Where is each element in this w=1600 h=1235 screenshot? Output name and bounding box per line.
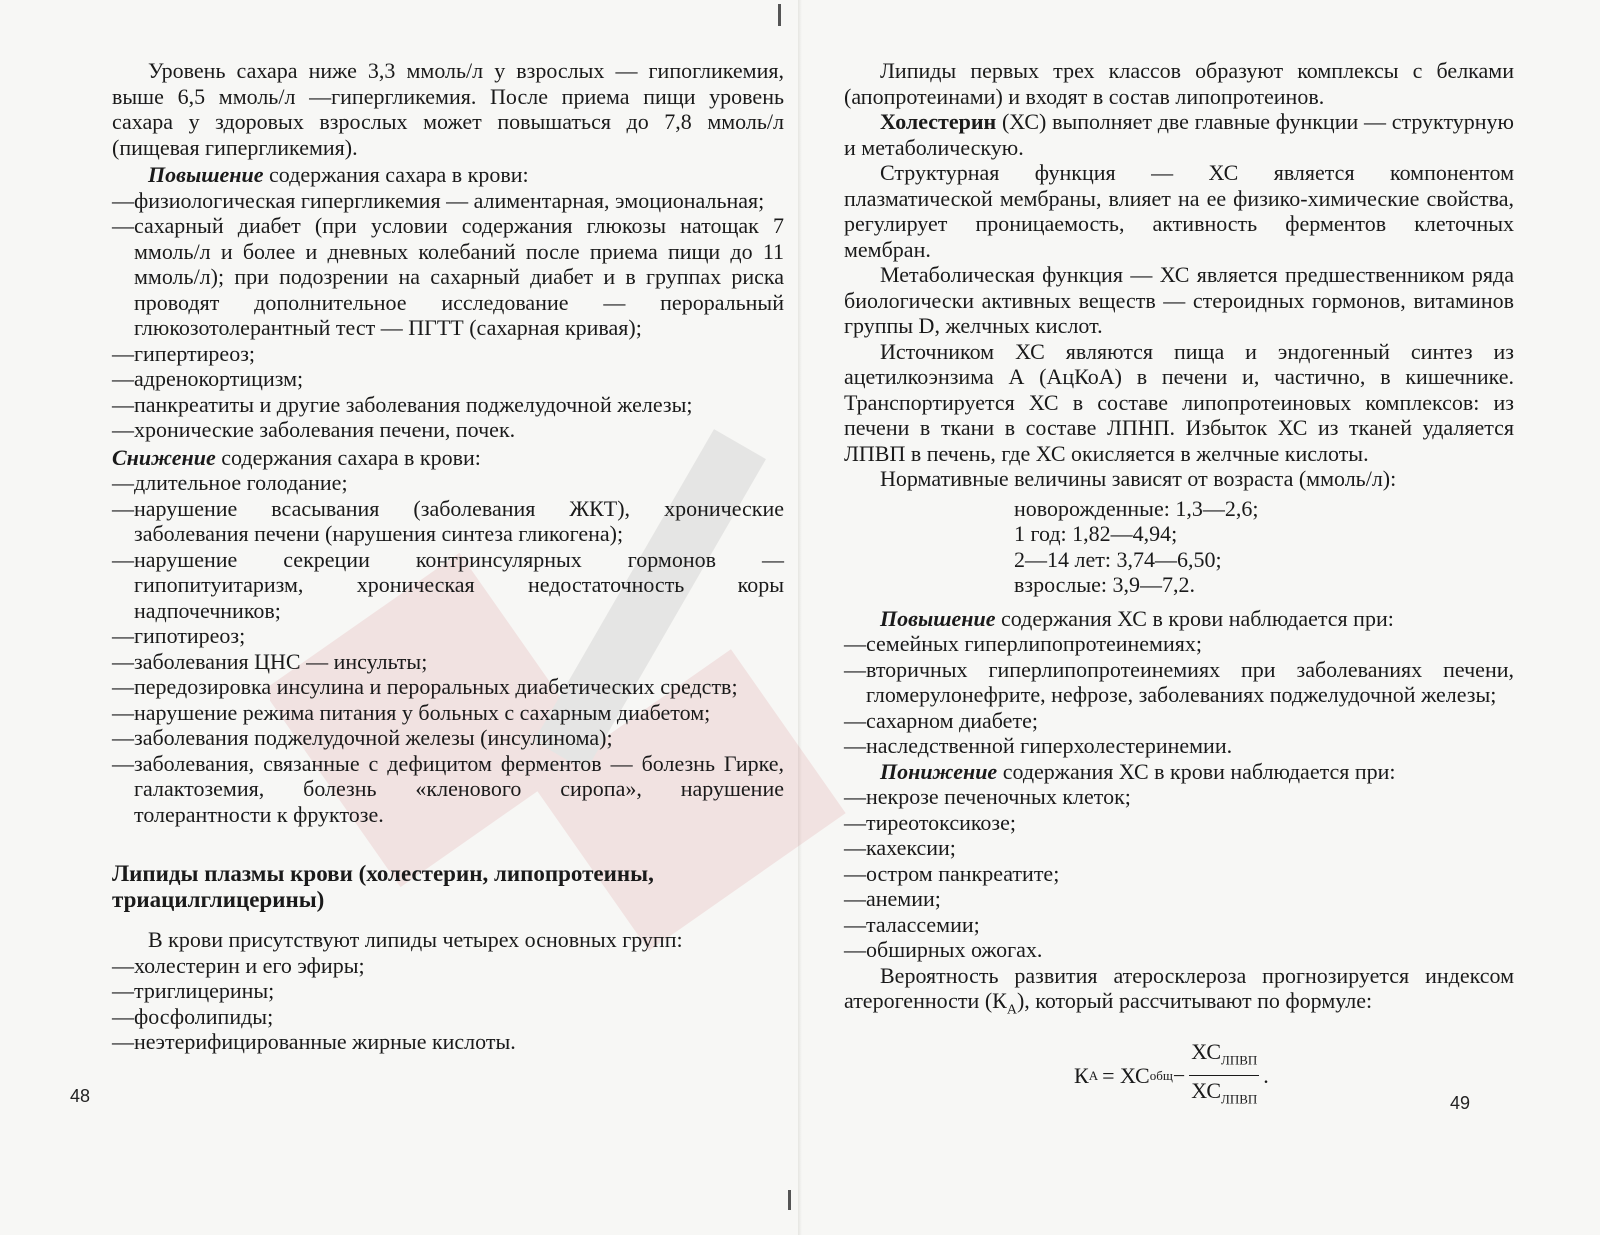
denominator-text: ХС xyxy=(1191,1077,1221,1103)
glucose-levels-paragraph: Уровень сахара ниже 3,3 ммоль/л у взрослых — гипогликемия, выше 6,5 ммоль/л —гипергликемия. После приема пищи уровень сахара у здоровых взрослых может повышаться до 7,8 ммоль/л (пищевая гипергликемия). xyxy=(112,58,784,160)
atherogenic-text-end: ), который рассчитывают по формуле: xyxy=(1016,988,1373,1013)
lipids-intro: В крови присутствуют липиды четырех основных групп: xyxy=(148,927,683,952)
metabolic-function-paragraph: Метаболическая функция — ХС является предшественником ряда биологически активных веществ — стероидных гормонов, витаминов группы D, желчных кислот. xyxy=(844,262,1514,338)
list-item: — гипертиреоз; xyxy=(112,341,784,367)
norms-intro: Нормативные величины зависят от возраста (ммоль/л): xyxy=(880,466,1397,491)
list-item: — хронические заболевания печени, почек. xyxy=(112,417,784,443)
list-item: — нарушение режима питания у больных с сахарным диабетом; xyxy=(112,700,784,726)
increase-label-rest: содержания ХС в крови наблюдается при: xyxy=(995,605,1394,631)
formula-fraction xyxy=(1189,1039,1259,1112)
list-item: — передозировка инсулина и пероральных диабетических средств; xyxy=(112,674,784,700)
formula-minus: − xyxy=(1172,1062,1186,1088)
section-heading-lipids: Липиды плазмы крови (холестерин, липопротеины, триацилглицерины) xyxy=(112,861,654,912)
lipid-groups-list xyxy=(112,953,784,1055)
decrease-label: Понижение xyxy=(880,758,998,784)
numerator-text: ХС xyxy=(1191,1038,1221,1064)
glucose-decrease-list xyxy=(112,470,784,827)
glucose-increase-list xyxy=(112,188,784,443)
list-item: — наследственной гиперхолестеринемии. xyxy=(844,733,1514,759)
formula-denominator xyxy=(1189,1076,1259,1112)
list-item: — нарушение всасывания (заболевания ЖКТ), хронические заболевания печени (нарушения синтеза гликогена); xyxy=(112,496,784,547)
list-item: — панкреатиты и другие заболевания поджелудочной железы; xyxy=(112,392,784,418)
list-item: — тиреотоксикозе; xyxy=(844,810,1514,836)
increase-label-rest: содержания сахара в крови: xyxy=(263,162,529,187)
numerator-sub: ЛПВП xyxy=(1221,1052,1258,1068)
atherogenic-text: Вероятность развития атеросклероза прогнозируется индексом атерогенности (К xyxy=(844,962,1514,1013)
norm-item: взрослые: 3,9—7,2. xyxy=(1014,572,1196,597)
list-item: — обширных ожогах. xyxy=(844,937,1514,963)
list-item: — заболевания ЦНС — инсульты; xyxy=(112,649,784,675)
formula-total-sub: общ xyxy=(1149,1067,1173,1083)
list-item: — адренокортицизм; xyxy=(112,366,784,392)
atherogenic-sub: А xyxy=(1006,1002,1017,1018)
list-item: — нарушение секреции контринсулярных гормонов — гипопитуитаризм, хроническая недостаточность коры надпочечников; xyxy=(112,547,784,624)
lipoprotein-paragraph: Липиды первых трех классов образуют комплексы с белками (апопротеинами) и входят в состав липопротеинов. xyxy=(844,58,1514,109)
cholesterol-source-paragraph: Источником ХС являются пища и эндогенный синтез из ацетилкоэнзима А (АцКоА) в печени и, частично, в кишечнике. Транспортируется ХС в составе липопротеиновых комплексов: из печени в ткани в составе ЛПНП. Избыток ХС из тканей удаляется ЛПВП в печень, где ХС окисляется в желчные кислоты. xyxy=(844,338,1514,466)
list-item: — кахексии; xyxy=(844,835,1514,861)
page-number: 48 xyxy=(70,1086,91,1106)
page-number: 49 xyxy=(1450,1093,1471,1113)
formula-numerator xyxy=(1189,1039,1259,1076)
glucose-decrease-heading xyxy=(112,445,784,471)
formula-lhs: К xyxy=(1074,1062,1089,1088)
list-item: — сахарный диабет (при условии содержания глюкозы натощак 7 ммоль/л и более и дневных колебаний после приема пищи до 11 ммоль/л); при подозрении на сахарный диабет и в группах риска проводят дополнительное исследование — пероральный глюкозотолерантный тест — ПГТТ (сахарная кривая); xyxy=(112,213,784,341)
increase-label: Повышение xyxy=(880,605,996,631)
cholesterol-decrease-heading xyxy=(844,759,1514,785)
list-item: — фосфолипиды; xyxy=(112,1004,784,1030)
list-item: — остром панкреатите; xyxy=(844,861,1514,887)
list-item: — сахарном диабете; xyxy=(844,708,1514,734)
cholesterol-decrease-list xyxy=(844,784,1514,963)
norm-item: новорожденные: 1,3—2,6; xyxy=(1014,495,1259,521)
cholesterol-increase-list xyxy=(844,631,1514,759)
cholesterol-norms-list xyxy=(1014,496,1514,598)
norm-item: 1 год: 1,82—4,94; xyxy=(1014,521,1178,546)
list-item: — триглицерины; xyxy=(112,978,784,1004)
list-item: — заболевания поджелудочной железы (инсулинома); xyxy=(112,725,784,751)
left-column xyxy=(112,58,784,1055)
increase-label: Повышение xyxy=(148,162,264,187)
list-item: — анемии; xyxy=(844,886,1514,912)
decrease-label-rest: содержания сахара в крови: xyxy=(215,444,481,470)
list-item: — холестерин и его эфиры; xyxy=(112,953,784,979)
glucose-increase-heading xyxy=(112,162,784,188)
cholesterol-functions-paragraph xyxy=(844,109,1514,160)
atherogenic-index-paragraph xyxy=(844,963,1514,1023)
list-item: — длительное голодание; xyxy=(112,470,784,496)
denominator-sub: ЛПВП xyxy=(1221,1091,1258,1107)
formula-end: . xyxy=(1263,1062,1269,1088)
structural-function-paragraph: Структурная функция — ХС является компонентом плазматической мембраны, влияет на ее физико-химические свойства, регулирует проницаемость, активность ферментов клеточных мембран. xyxy=(844,160,1514,262)
decrease-label-rest: содержания ХС в крови наблюдается при: xyxy=(997,758,1396,784)
list-item: — вторичных гиперлипопротеинемиях при заболеваниях печени, гломерулонефрите, нефрозе, заболеваниях поджелудочной железы; xyxy=(844,657,1514,708)
list-item: — заболевания, связанные с дефицитом ферментов — болезнь Гирке, галактоземия, болезнь «кленового сиропа», нарушение толерантности к фруктозе. xyxy=(112,751,784,828)
cholesterol-term: Холестерин xyxy=(880,109,997,134)
norm-item: 2—14 лет: 3,74—6,50; xyxy=(1014,546,1222,572)
atherogenic-formula xyxy=(1074,1039,1514,1112)
list-item: — семейных гиперлипопротеинемиях; xyxy=(844,631,1514,657)
list-item: — физиологическая гипергликемия — алиментарная, эмоциональная; xyxy=(112,188,784,214)
list-item: — некрозе печеночных клеток; xyxy=(844,784,1514,810)
list-item: — гипотиреоз; xyxy=(112,623,784,649)
page-49 xyxy=(800,0,1600,1235)
formula-eq: = ХС xyxy=(1102,1062,1150,1088)
decrease-label: Снижение xyxy=(112,444,216,470)
list-item: — неэтерифицированные жирные кислоты. xyxy=(112,1029,784,1055)
formula-lhs-sub: А xyxy=(1088,1067,1099,1083)
list-item: — талассемии; xyxy=(844,912,1514,938)
cholesterol-functions-text: (ХС) выполняет две главные функции — структурную и метаболическую. xyxy=(844,109,1514,160)
right-column xyxy=(844,58,1514,1112)
cholesterol-increase-heading xyxy=(844,606,1514,632)
